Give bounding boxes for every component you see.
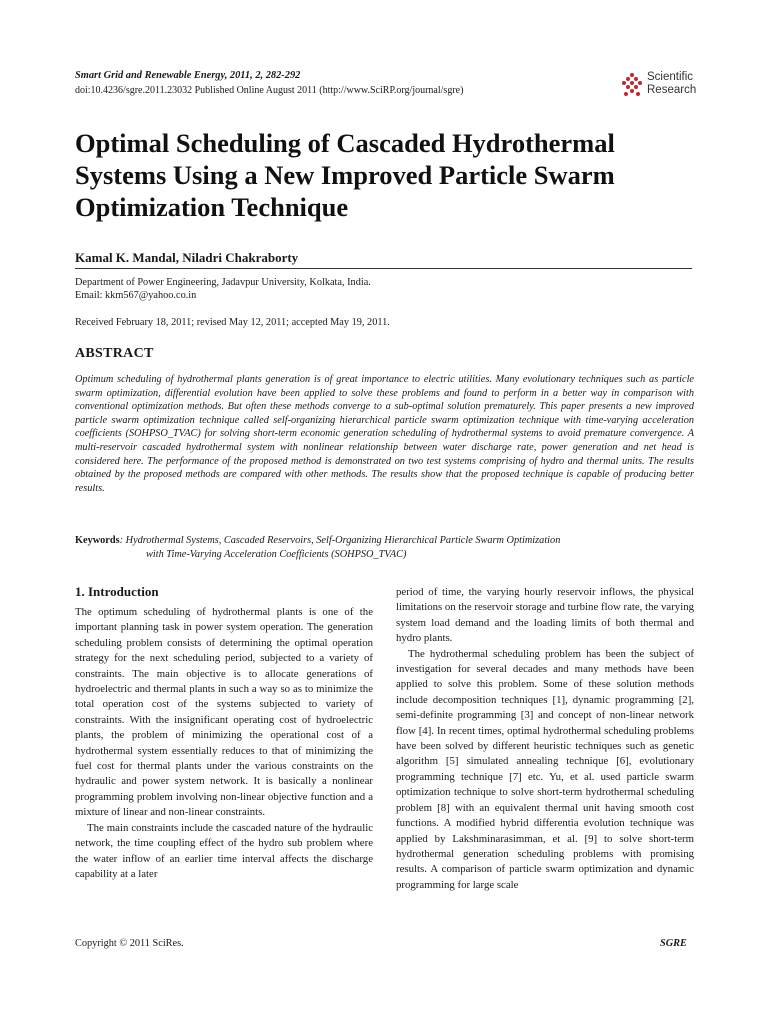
column-right [396,585,694,893]
logo-dot [622,81,626,85]
logo-dot [626,77,630,81]
intro-paragraph-2: The main constraints include the cascaded nature of the hydraulic network, the time coupling effect of the hydro sub problem where the water inflow of an earlier time interval affects the discharge capability at a later [75,821,373,880]
logo-dot [626,85,630,89]
abstract-heading: ABSTRACT [75,346,154,361]
intro-paragraph-3: period of time, the varying hourly reservoir inflows, the physical limitations on the reservoir storage and turbine flow rate, the varying system load demand and the loading limits of both thermal and hydro plants. [396,586,694,645]
intro-paragraph-1: The optimum scheduling of hydrothermal plants is one of the important planning task in power system operation. The generation scheduling problem consists of determining the optimal operation strategy for the next scheduling period, subjected to a variety of constraints. The main objective is to allocate generations of hydroelectric and thermal plants in such a way so as to minimize the total operation cost of the systems subjected to variety of constraints. With the insignificant operating cost of hydroelectric plants, the problem of minimizing the operational cost of a hydrothermal system essentially reduces to that of minimizing the fuel cost for thermal plants under the various constraints on the hydraulic and power system network. It is basically a nonlinear programming problem involving non-linear objective function and a mixture of linear and non-linear constraints. [75,606,373,819]
logo-dot [624,92,628,96]
footer-journal-abbr: SGRE [660,938,687,949]
author-email[interactable]: Email: kkm567@yahoo.co.in [75,290,197,301]
introduction-heading: 1. Introduction [75,584,159,599]
logo-dot [630,81,634,85]
doi-line: doi:10.4236/sgre.2011.23032 Published Online August 2011 (http://www.SciRP.org/journal/sgre) [75,85,464,96]
intro-paragraph-4: The hydrothermal scheduling problem has been the subject of investigation for several decades and many methods have been applied to solve this problem. Some of these solution methods include decomposition techniques [1], dynamic programming [2], semi-definite programming [3] and concept of non-linear network flow [4]. In recent times, optimal hydrothermal scheduling problems have been solved by different heuristic techniques such as genetic algorithm [5] simulated annealing technique [6], evolutionary programming technique [7] etc. Yu, et al. used particle swarm optimization technique to solve short-term hydrothermal scheduling problem [8] with an equivalent thermal unit having smooth cost functions. A modified hybrid differentia evolution technique was applied by Lakshminarasimman, et al. [9] to solve short-term hydrothermal generation scheduling problems with promising results. A comparison of particle swarm optimization and dynamic programming for large scale [396,647,694,891]
paper-authors: Kamal K. Mandal, Niladri Chakraborty [75,250,299,265]
publisher-logo[interactable] [620,70,710,100]
abstract-text: Optimum scheduling of hydrothermal plants generation is of great importance to electric utilities. Many evolutionary techniques such as particle swarm optimization, differential evolution have been applied to solve these problems and found to perform in a better way in comparison with conventional optimization methods. But often these methods converge to a sub-optimal solution prematurely. This paper presents a new improved particle swarm optimization technique called self-organizing hierarchical particle swarm optimization technique with time-varying acceleration coefficients (SOHPSO_TVAC) for solving short-term economic generation scheduling of hydrothermal systems to avoid premature convergence. A multi-reservoir cascaded hydrothermal system with nonlinear relationship between water discharge rate, power generation and net head is considered here. The performance of the proposed method is demonstrated on two test systems comprising of hydro and thermal units. The results obtained by the proposed methods are compared with other methods. The results show that the proposed technique is capable of producing better results. [75,374,694,494]
header-divider [75,268,692,269]
logo-text-research: Research [647,84,697,96]
column-left [75,605,373,882]
received-dates: Received February 18, 2011; revised May 12, 2011; accepted May 19, 2011. [75,317,390,328]
keywords-line1: : Hydrothermal Systems, Cascaded Reservoirs, Self-Organizing Hierarchical Particle Swarm Optimization [119,535,561,546]
logo-dot [634,85,638,89]
logo-text-scientific: Scientific [647,71,694,83]
logo-dot [634,77,638,81]
keywords-label: Keywords [75,535,120,546]
keywords-line2: with Time-Varying Acceleration Coefficients (SOHPSO_TVAC) [146,548,407,560]
logo-dot [630,73,634,77]
journal-citation: Smart Grid and Renewable Energy, 2011, 2, 282-292 [75,70,301,81]
logo-dot [638,81,642,85]
footer-copyright: Copyright © 2011 SciRes. [75,938,184,949]
paper-title: Optimal Scheduling of Cascaded Hydrothermal Systems Using a New Improved Particle Swarm Optimization Technique [75,128,615,222]
scientific-research-logo-icon [620,72,644,98]
logo-dot [630,89,634,93]
logo-dot [636,92,640,96]
author-affiliation-block [75,276,371,302]
keywords-block [75,534,694,561]
author-affiliation: Department of Power Engineering, Jadavpur University, Kolkata, India. [75,277,371,288]
